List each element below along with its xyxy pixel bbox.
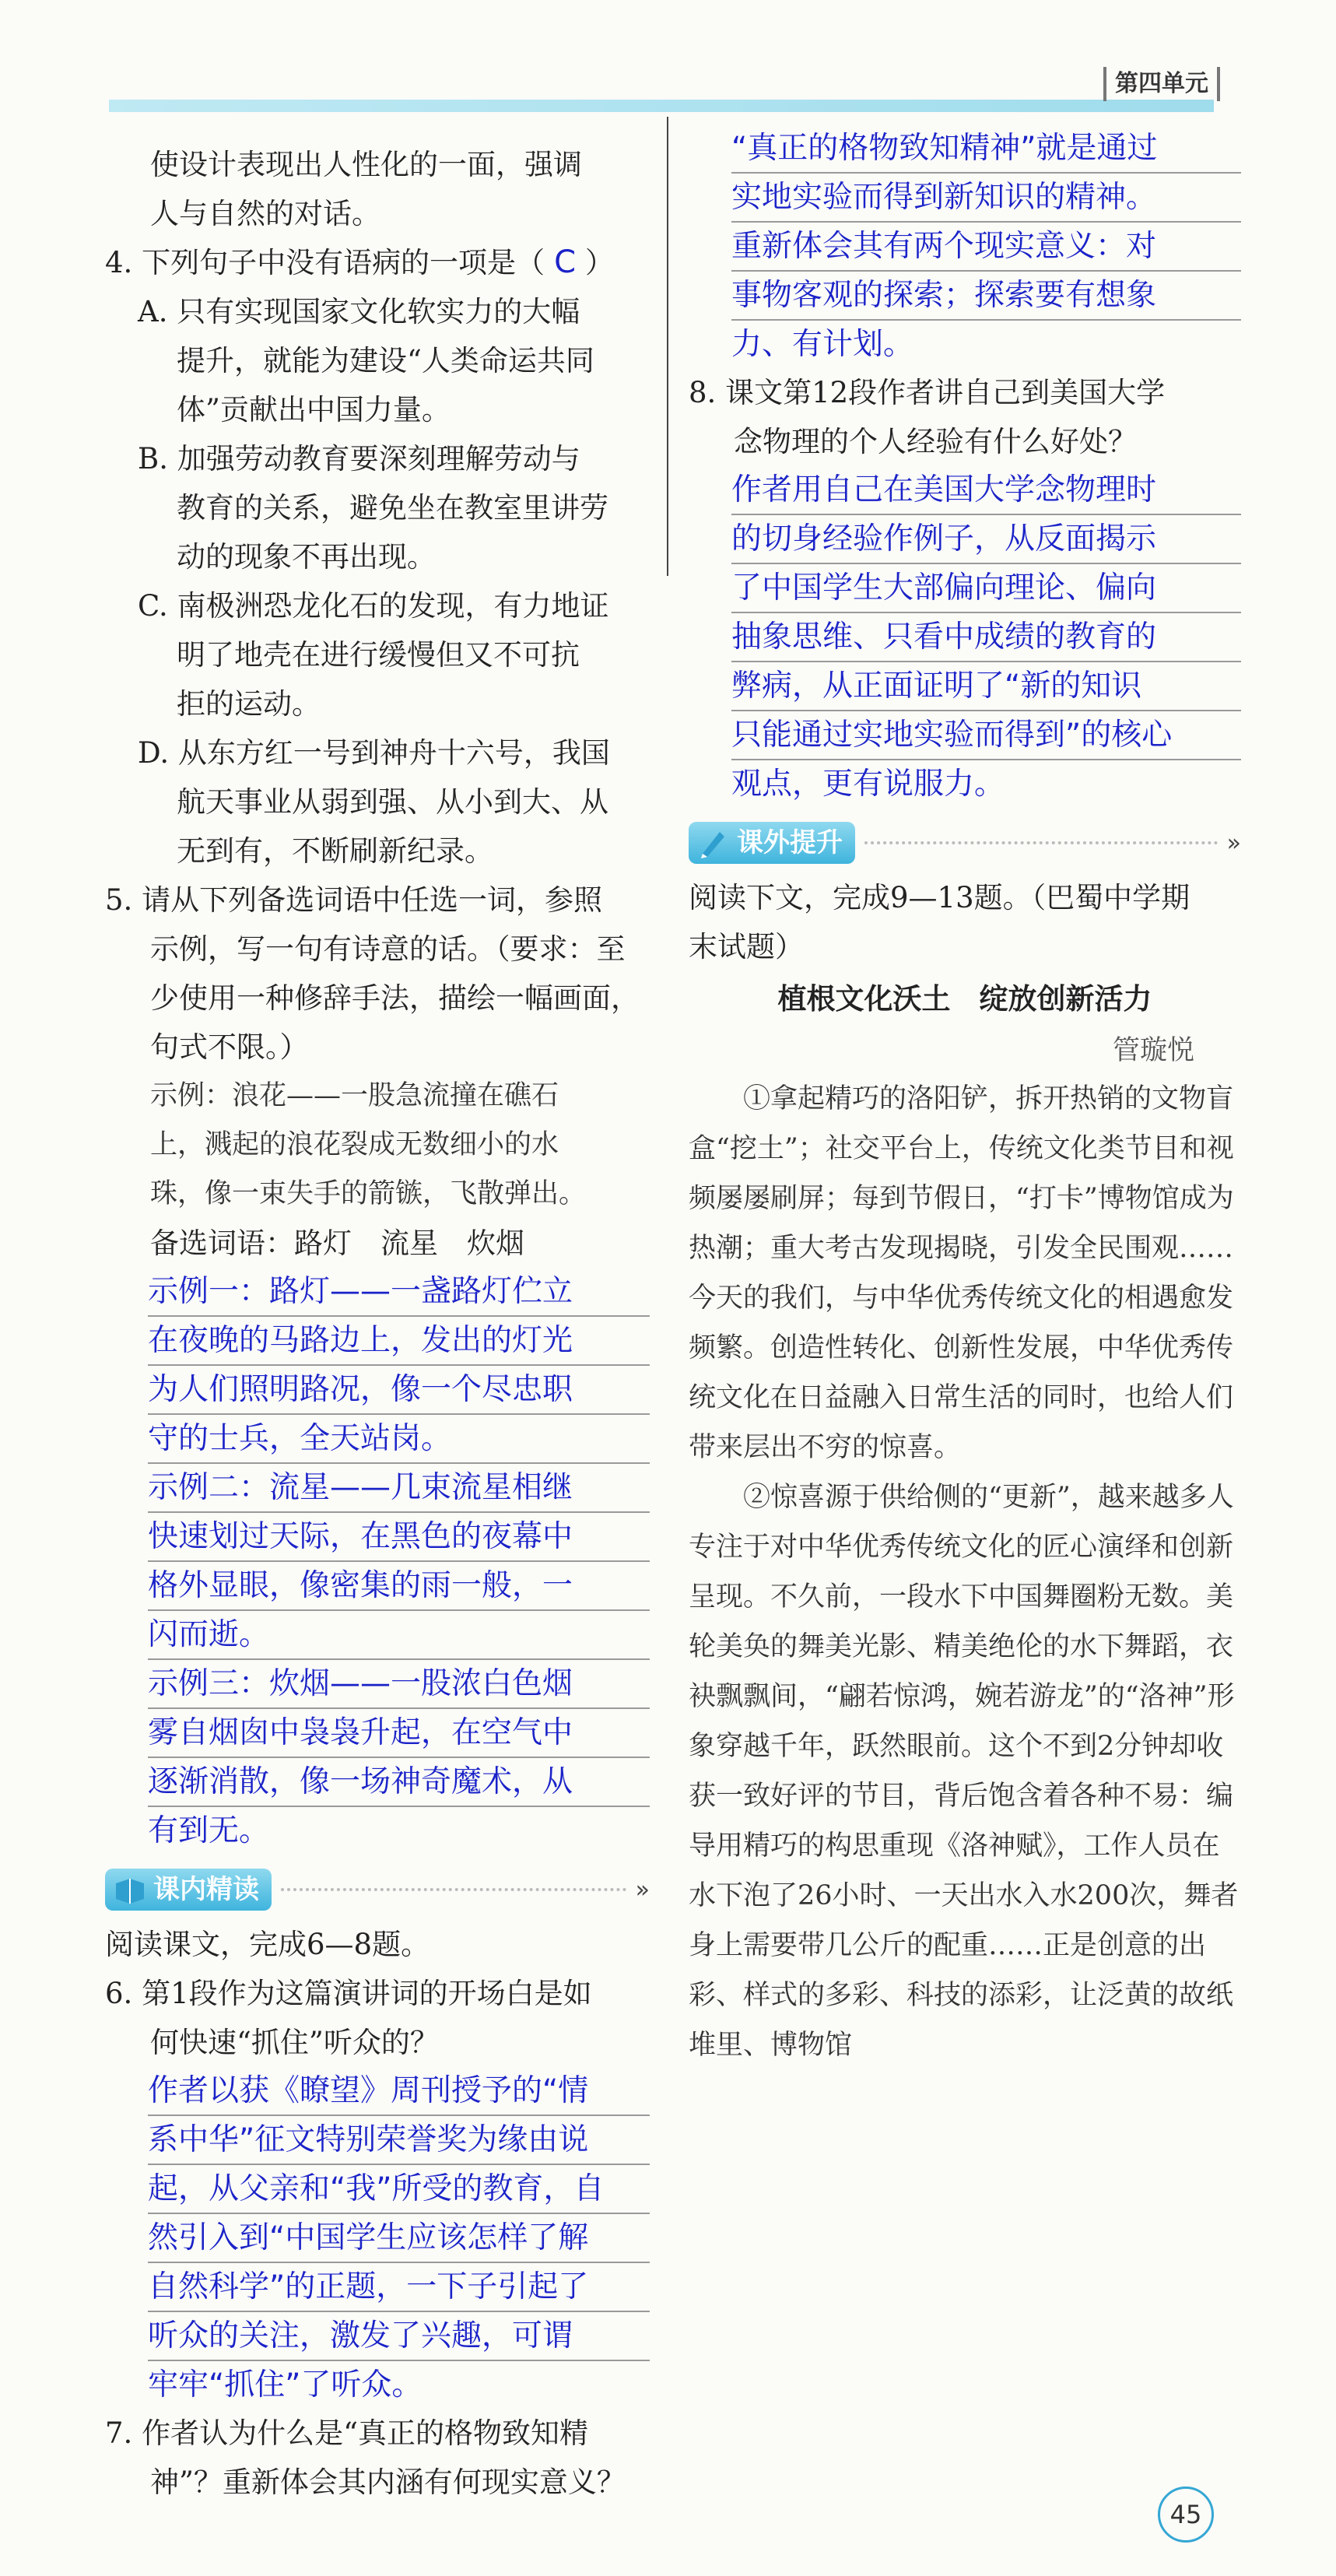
q4-option-d-cont: 无到有，不断刷新纪录。: [177, 834, 493, 868]
q6-handwritten-answer: [105, 2067, 650, 2409]
section-header-in-class: [105, 1864, 650, 1915]
answer-line: “真正的格物致知精神”就是通过: [731, 125, 1241, 174]
section-badge: [689, 822, 855, 864]
question-6-stem: 6. 第1段作为这篇演讲词的开场白是如: [105, 1977, 592, 2010]
q4-option-c-cont: 明了地壳在进行缓慢但又不可抗: [177, 638, 580, 672]
q4-option-a: A. 只有实现国家文化软实力的大幅: [138, 295, 580, 328]
pen-icon: [696, 826, 731, 860]
question-4-stem: [105, 238, 650, 287]
answer-line: 示例二：流星——几束流星相继: [148, 1464, 650, 1513]
q5-word-choices: 备选词语：路灯 流星 炊烟: [150, 1227, 524, 1260]
continued-line: 使设计表现出人性化的一面，强调: [150, 148, 582, 181]
q4-option-b-cont: 动的现象不再出现。: [177, 540, 436, 574]
answer-line: 逐渐消散，像一场神奇魔术，从: [148, 1758, 650, 1807]
section-badge: [105, 1869, 272, 1911]
answer-line: 雾自烟囱中袅袅升起，在空气中: [148, 1709, 650, 1758]
double-arrow-icon: »: [1226, 829, 1241, 857]
section-title: 课内精读: [153, 1873, 259, 1905]
column-divider: [667, 117, 668, 576]
answer-line: 为人们照明路况，像一个尽忠职: [148, 1366, 650, 1415]
q4-option-c: C. 南极洲恐龙化石的发现，有力地证: [138, 589, 609, 623]
answer-line: 实地实验而得到新知识的精神。: [731, 174, 1241, 223]
left-column: [105, 140, 650, 2507]
q5-example-cont: 上，溅起的浪花裂成无数细小的水: [150, 1129, 559, 1160]
answer-line: 事物客观的探索；探索要有想象: [731, 272, 1241, 321]
q7-handwritten-answer: [689, 125, 1241, 368]
q4-stem-text: 4. 下列句子中没有语病的一项是（: [105, 246, 545, 279]
article-title: 植根文化沃土 绽放创新活力: [777, 982, 1152, 1016]
section-dotted-rule: [864, 841, 1218, 844]
answer-line: 在夜晚的马路边上，发出的灯光: [148, 1317, 650, 1366]
article-paragraph-2: ②惊喜源于供给侧的“更新”，越来越多人专注于对中华优秀传统文化的匠心演绎和创新呈现。不久前，一段水下中国舞圈粉无数。美轮美奂的舞美光影、精美绝伦的水下舞蹈，衣袂飘飘间，“翩若惊鸿，婉若游龙”的“洛神”形象穿越千年，跃然眼前。这个不到2分钟却收获一致好评的节目，背后饱含着各种不易：编导用精巧的构思重现《洛神赋》，工作人员在水下泡了26小时、一天出水入水200次，舞者身上需要带几公斤的配重……正是创意的出彩、样式的多彩、科技的添彩，让泛黄的故纸堆里、博物馆: [689, 1482, 1239, 2061]
answer-line: 弊病，从正面证明了“新的知识: [731, 662, 1241, 711]
answer-line: 示例三：炊烟——一股浓白色烟: [148, 1660, 650, 1709]
continued-line: 人与自然的对话。: [150, 197, 380, 230]
question-5-stem-cont: 少使用一种修辞手法，描绘一幅画面，: [150, 981, 640, 1015]
q5-handwritten-answers: [105, 1268, 650, 1855]
double-arrow-icon: »: [635, 1876, 650, 1904]
reading-instruction: 阅读课文，完成6—8题。: [105, 1928, 430, 1961]
q4-option-d-cont: 航天事业从弱到强、从小到大、从: [177, 785, 608, 819]
question-7-stem: 7. 作者认为什么是“真正的格物致知精: [105, 2416, 588, 2450]
q5-example-cont: 珠，像一束失手的箭镞，飞散弹出。: [150, 1178, 587, 1209]
section-title: 课外提升: [737, 826, 843, 858]
answer-line: 示例一：路灯——一盏路灯伫立: [148, 1268, 650, 1317]
answer-line: 了中国学生大部偏向理论、偏向: [731, 564, 1241, 613]
answer-line: 闪而逝。: [148, 1611, 650, 1660]
q5-example: 示例：浪花——一股急流撞在礁石: [150, 1080, 559, 1111]
answer-line: 有到无。: [148, 1813, 270, 1848]
answer-line: 格外显眼，像密集的雨一般，一: [148, 1562, 650, 1611]
book-icon: [113, 1872, 147, 1907]
article-author: 管璇悦: [1112, 1035, 1194, 1066]
question-8-stem-cont: 念物理的个人经验有什么好处？: [734, 425, 1137, 458]
answer-line: 的切身经验作例子，从反面揭示: [731, 515, 1241, 564]
q8-handwritten-answer: [689, 466, 1241, 808]
answer-line: 然引入到“中国学生应该怎样了解: [148, 2214, 650, 2263]
answer-line: 听众的关注，激发了兴趣，可谓: [148, 2312, 650, 2361]
answer-line: 观点，更有说服力。: [731, 767, 1005, 802]
unit-label: 第四单元: [1103, 67, 1220, 101]
answer-line: 自然科学”的正题，一下子引起了: [148, 2263, 650, 2312]
question-5-stem-cont: 示例，写一句有诗意的话。（要求：至: [150, 932, 626, 966]
answer-line: 起，从父亲和“我”所受的教育，自: [148, 2165, 650, 2214]
header-bar: [109, 100, 1214, 112]
question-7-stem-cont: 神”？重新体会其内涵有何现实意义？: [150, 2465, 626, 2499]
section-header-extra: [689, 817, 1241, 869]
question-5-stem-cont: 句式不限。）: [150, 1030, 309, 1064]
answer-line: 快速划过天际，在黑色的夜幕中: [148, 1513, 650, 1562]
question-6-stem-cont: 何快速“抓住”听众的？: [150, 2026, 439, 2059]
answer-line: 重新体会其有两个现实意义：对: [731, 223, 1241, 272]
q4-option-b-cont: 教育的关系，避免坐在教室里讲劳: [177, 491, 608, 525]
q4-option-a-cont: 提升，就能为建设“人类命运共同: [177, 344, 594, 377]
q4-answer: C: [554, 244, 576, 280]
q4-option-c-cont: 拒的运动。: [177, 687, 321, 721]
q4-options: [105, 287, 650, 876]
right-column: [689, 125, 1241, 2070]
question-8-stem: 8. 课文第12段作者讲自己到美国大学: [689, 376, 1166, 409]
answer-line: 只能通过实地实验而得到”的核心: [731, 711, 1241, 760]
reading-instruction: 阅读下文，完成9—13题。（巴蜀中学期: [689, 881, 1190, 914]
article-paragraph-1: ①拿起精巧的洛阳铲，拆开热销的文物盲盒“挖土”；社交平台上，传统文化类节目和视频屡屡刷屏；每到节假日，“打卡”博物馆成为热潮；重大考古发现揭晓，引发全民围观……今天的我们，与中华优秀传统文化的相遇愈发频繁。创造性转化、创新性发展，中华优秀传统文化在日益融入日常生活的同时，也给人们带来层出不穷的惊喜。: [689, 1083, 1234, 1463]
answer-line: 系中华”征文特别荣誉奖为缘由说: [148, 2116, 650, 2165]
q4-close: ）: [585, 246, 614, 279]
answer-line: 力、有计划。: [731, 327, 914, 362]
section-dotted-rule: [281, 1888, 626, 1891]
q4-option-d: D. 从东方红一号到神舟十六号，我国: [138, 736, 610, 770]
q4-option-a-cont: 体”贡献出中国力量。: [177, 393, 451, 426]
reading-instruction-cont: 末试题）: [689, 930, 804, 963]
answer-line: 作者以获《瞭望》周刊授予的“情: [148, 2067, 650, 2116]
question-5-stem: 5. 请从下列备选词语中任选一词，参照: [105, 883, 603, 917]
answer-line: 牢牢“抓住”了听众。: [148, 2367, 423, 2402]
q4-option-b: B. 加强劳动教育要深刻理解劳动与: [138, 442, 580, 476]
page-number: 45: [1158, 2487, 1214, 2543]
answer-line: 守的士兵，全天站岗。: [148, 1415, 650, 1464]
answer-line: 作者用自己在美国大学念物理时: [731, 466, 1241, 515]
answer-line: 抽象思维、只看中成绩的教育的: [731, 613, 1241, 662]
